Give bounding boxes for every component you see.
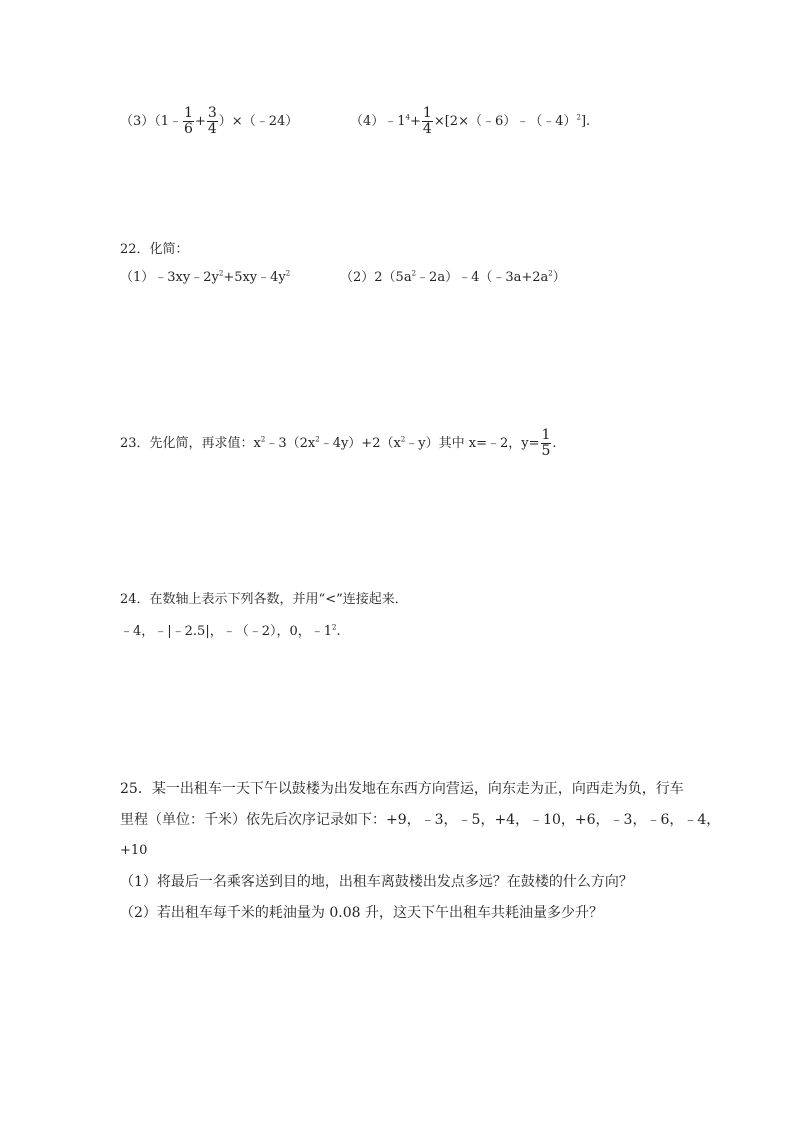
q21-part3: （3）（1﹣ $\frac{1}{6}$ + $\frac{3}{4}$ ）×（﹣24） — [120, 105, 299, 137]
q25-line3: +10 — [120, 843, 148, 858]
fraction-1-5: $\frac{1}{5}$ — [541, 427, 551, 459]
q25-sub1: （1）将最后一名乘客送到目的地，出租车离鼓楼出发点多远？在鼓楼的什么方向？ — [120, 874, 633, 890]
q25-line2: 里程（单位：千米）依先后次序记录如下：+9，﹣3，﹣5，+4，﹣10，+6，﹣3，﹣6，﹣4， — [120, 812, 721, 828]
q22-part1: $(1)﹣3xy﹣2y^2+5xy﹣4y^2$ — [120, 269, 291, 285]
q22-part2: $(2)2(5a^2﹣2a)﹣4(﹣3a+2a^2)$ — [340, 269, 566, 285]
q25-line1: 25．某一出租车一天下午以鼓楼为出发地在东西方向营运，向东走为正，向西走为负，行车 — [120, 781, 684, 797]
fraction-1-6: $\frac{1}{6}$ — [184, 105, 193, 137]
q22-title: 22．化简： — [120, 242, 189, 257]
q21-part3-post: ）×（﹣24） — [218, 114, 299, 129]
q25-sub2: （2）若出租车每千米的耗油量为 0.08 升，这天下午出租车共耗油量多少升？ — [120, 905, 603, 921]
q21-part3-pre: （3）（1﹣ — [120, 114, 183, 129]
fraction-1-4: $\frac{1}{4}$ — [422, 105, 432, 137]
q24-numbers: ﹣4，﹣|﹣2.5|，﹣（﹣2），0，$﹣1^2$. — [120, 623, 341, 639]
q21-part4: $(4)﹣1^4+$ $\frac{1}{4}$ ×[2×（﹣6）﹣（﹣4）$^2$]. — [350, 105, 591, 137]
fraction-3-4: $\frac{3}{4}$ — [207, 105, 217, 137]
q24-title: 24．在数轴上表示下列各数，并用“<”连接起来． — [120, 592, 408, 607]
q23: 23．先化简，再求值：$x^2﹣3(2x^2﹣4y)+2(x^2﹣y)$其中 x=﹣2，y= $\frac{1}{5}$ . — [120, 427, 557, 459]
